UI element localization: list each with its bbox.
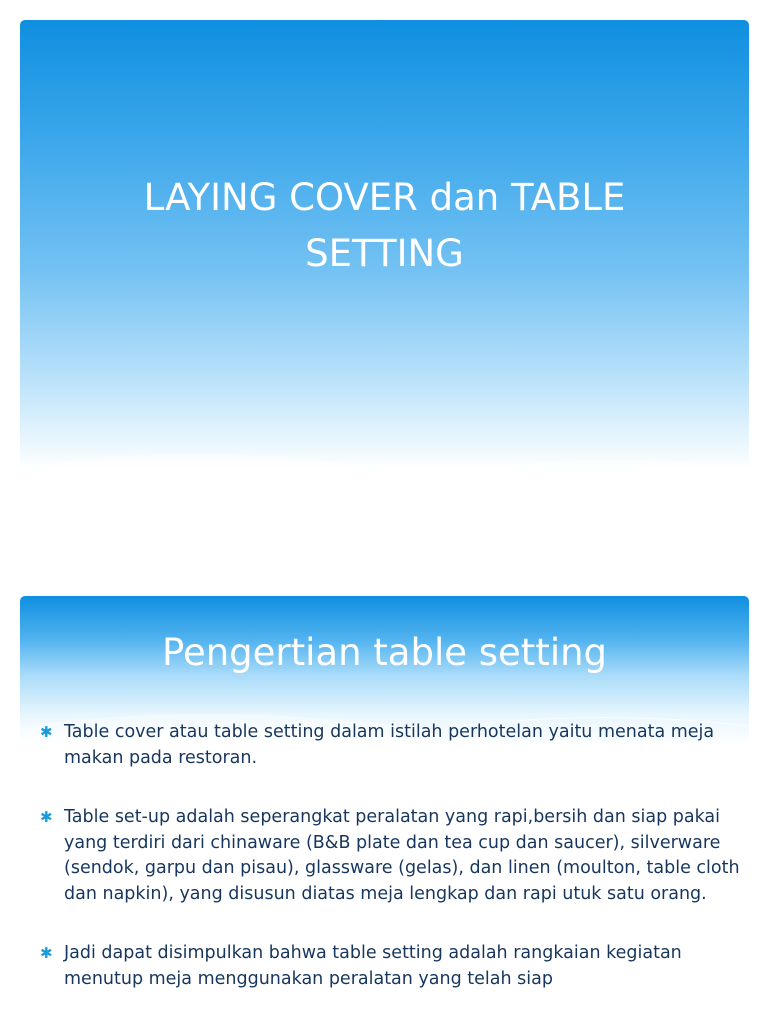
bullet-text: Table cover atau table setting dalam istilah perhotelan yaitu menata meja makan pada restoran. — [64, 722, 715, 768]
bullet-text: Table set-up adalah seperangkat peralatan yang rapi,bersih dan siap pakai yang terdiri dari chinaware (B&B plate dan tea cup dan saucer), silverware (sendok, garpu dan pisau), glassware (gelas), dan linen (moulton, table cloth dan napkin), yang disusun diatas meja lengkap dan rapi utuk satu orang. — [64, 807, 740, 904]
asterisk-bullet-icon: ✱ — [40, 723, 53, 741]
title-line-2: SETTING — [305, 232, 464, 275]
slide-title — [20, 170, 749, 282]
list-item — [40, 805, 740, 907]
bullet-list — [40, 720, 740, 1026]
slide-title: Pengertian table setting — [161, 631, 608, 674]
title-slide — [20, 20, 749, 543]
asterisk-bullet-icon: ✱ — [40, 808, 53, 826]
bullet-text: Jadi dapat disimpulkan bahwa table setting adalah rangkaian kegiatan menutup meja menggunakan peralatan yang telah siap — [64, 943, 682, 989]
list-item — [40, 720, 740, 771]
asterisk-bullet-icon: ✱ — [40, 944, 53, 962]
title-line-1: LAYING COVER dan TABLE — [143, 176, 626, 219]
content-slide — [20, 596, 749, 1036]
list-item — [40, 941, 740, 992]
wave-decoration — [20, 440, 749, 543]
